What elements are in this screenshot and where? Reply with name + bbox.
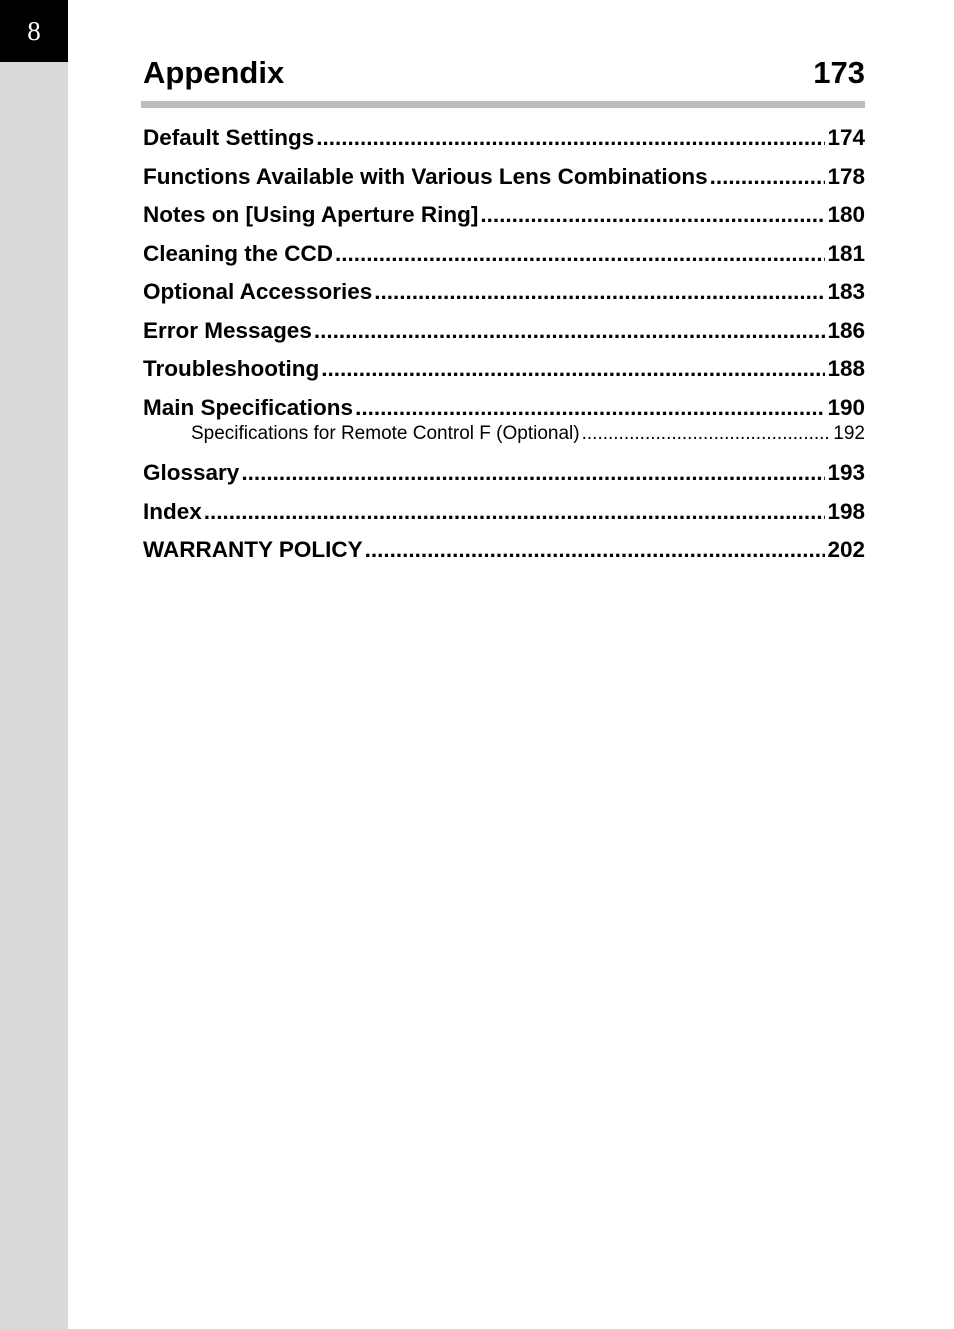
toc-entry-page: 181 [827,240,865,266]
toc-dot-leader [582,421,832,447]
toc-entry-optional-accessories[interactable] [143,273,865,312]
toc-entry-default-settings[interactable] [143,119,865,158]
toc-dot-leader [321,350,825,389]
toc-entry-page: 193 [827,460,865,485]
toc-entry-troubleshooting[interactable] [143,350,865,389]
toc-entry-title: Optional Accessories [143,279,373,304]
toc-entry-page: 192 [833,423,865,444]
header-divider [141,101,865,108]
side-band [0,0,68,1329]
toc-entry-title: Glossary [143,460,240,485]
toc-subentry-remote-control-specs[interactable] [143,421,865,447]
toc-dot-leader [374,273,825,312]
toc-dot-leader [241,454,825,493]
section-page-number: 173 [813,55,865,90]
toc-dot-leader [335,235,825,274]
toc-dot-leader [204,493,826,532]
toc-entry-functions-lens-combinations[interactable] [143,158,865,197]
toc-entry-glossary[interactable] [143,454,865,493]
section-title: Appendix [143,55,285,90]
section-header [143,50,865,96]
toc-entry-title: Specifications for Remote Control F (Optional) [191,423,580,444]
toc-entry-page: 174 [827,125,865,150]
table-of-contents [143,119,865,570]
toc-dot-leader [316,119,825,158]
toc-entry-title: Troubleshooting [143,356,320,381]
toc-entry-title: Default Settings [143,125,315,150]
toc-dot-leader [710,158,826,197]
toc-entry-page: 186 [827,317,865,343]
toc-entry-title: Error Messages [143,317,312,343]
toc-entry-title: Index [143,498,202,524]
toc-dot-leader [480,196,825,235]
toc-dot-leader [365,531,826,570]
page-number: 8 [27,15,41,46]
toc-entry-cleaning-ccd[interactable] [143,235,865,274]
toc-entry-page: 198 [827,498,865,524]
toc-entry-title: Cleaning the CCD [143,240,334,266]
toc-entry-page: 178 [827,163,865,189]
toc-entry-page: 180 [827,202,865,227]
toc-entry-page: 183 [827,279,865,304]
toc-entry-page: 188 [827,356,865,381]
toc-entry-page: 202 [827,537,865,562]
toc-entry-title: Functions Available with Various Lens Combinations [143,163,708,189]
toc-entry-title: WARRANTY POLICY [143,537,363,562]
toc-entry-error-messages[interactable] [143,312,865,351]
toc-entry-title: Main Specifications [143,394,354,420]
toc-dot-leader [314,312,826,351]
toc-entry-warranty-policy[interactable] [143,531,865,570]
toc-entry-page: 190 [827,394,865,420]
toc-entry-title: Notes on [Using Aperture Ring] [143,202,479,227]
toc-entry-index[interactable] [143,493,865,532]
toc-entry-aperture-ring-notes[interactable] [143,196,865,235]
